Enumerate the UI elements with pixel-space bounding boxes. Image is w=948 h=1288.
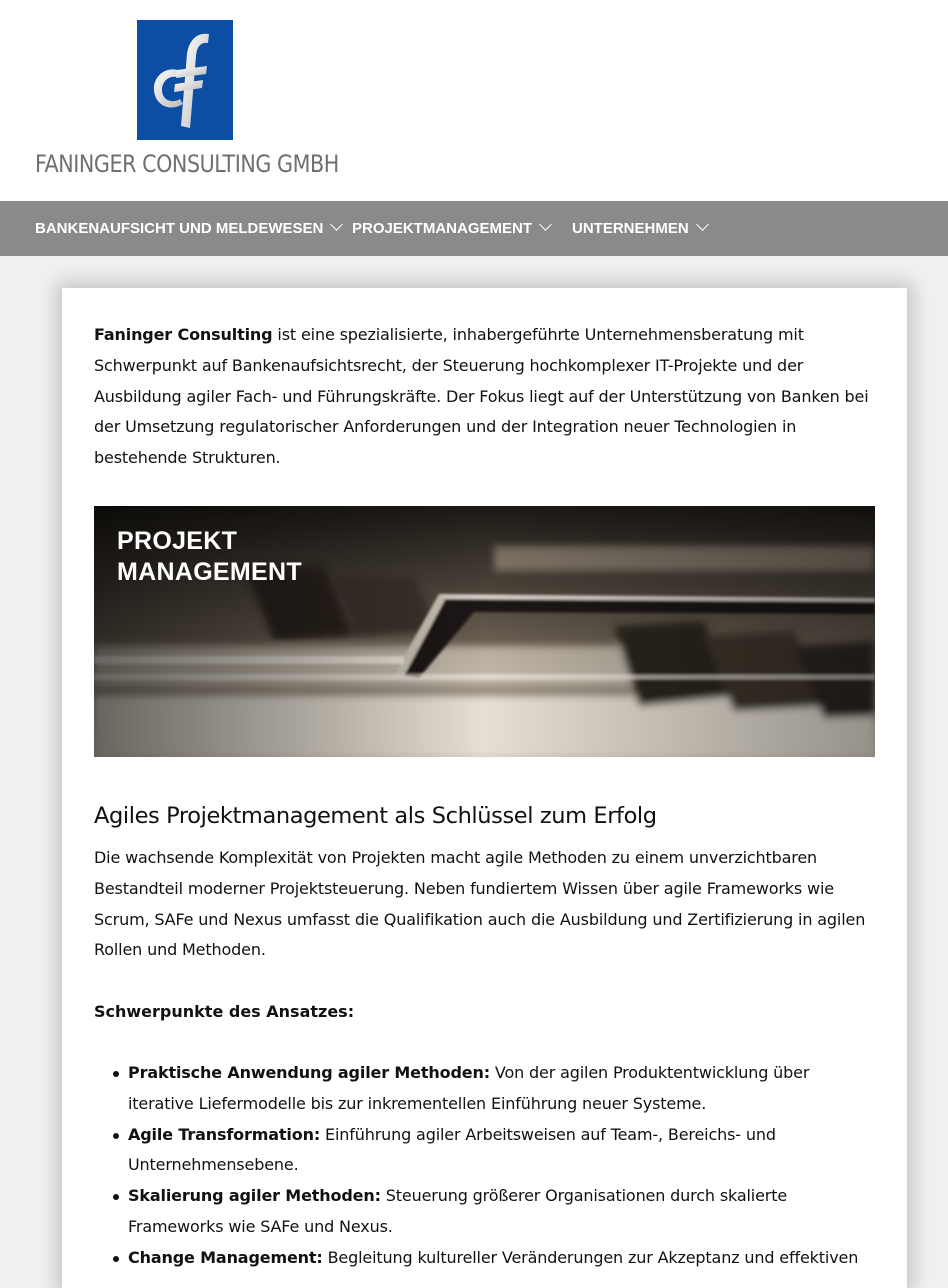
content-card xyxy=(62,288,907,1288)
nav-item-projektmanagement[interactable] xyxy=(352,201,550,256)
intro-paragraph xyxy=(94,320,875,474)
list-item xyxy=(128,1181,875,1243)
focus-list xyxy=(94,1058,875,1274)
main-content xyxy=(94,320,875,1274)
banner-image xyxy=(94,506,875,757)
logo-mark-icon xyxy=(137,20,233,140)
list-item xyxy=(128,1243,875,1274)
focus-subheading: Schwerpunkte des Ansatzes: xyxy=(94,1002,355,1022)
intro-text: ist eine spezialisierte, inhabergeführte Unternehmensberatung mit Schwerpunkt auf Bankenaufsichtsrecht, der Steuerung hochkomplexer IT-Projekte und der Ausbildung agiler Fach- und Führungskräfte. Der Fokus liegt auf der Unterstützung von Banken bei der Umsetzung regulatorischer Anforderungen und der Integration neuer Technologien in bestehende Strukturen. xyxy=(94,325,869,468)
chevron-down-icon xyxy=(696,218,709,231)
company-name: FANINGER CONSULTING GMBH xyxy=(35,150,339,178)
list-item xyxy=(128,1120,875,1182)
section-heading: Agiles Projektmanagement als Schlüssel zum Erfolg xyxy=(94,802,657,829)
list-item-text: Einführung agiler Arbeitsweisen auf Team-, Bereichs- und Unternehmensebene. xyxy=(128,1124,776,1175)
nav-item-label: BANKENAUFSICHT UND MELDEWESEN xyxy=(35,220,324,237)
list-item-title: Praktische Anwendung agiler Methoden: xyxy=(128,1062,490,1082)
list-item-text: Steuerung größerer Organisationen durch skalierte Frameworks wie SAFe und Nexus. xyxy=(128,1186,788,1236)
chevron-down-icon xyxy=(330,218,343,231)
company-highlight: Faninger Consulting xyxy=(94,325,273,344)
main-navigation xyxy=(0,201,948,256)
list-item-text: Begleitung kultureller Veränderungen zur Akzeptanz und effektiven xyxy=(322,1247,859,1267)
nav-item-unternehmen[interactable] xyxy=(572,201,707,256)
banner-title: PROJEKT MANAGEMENT xyxy=(117,526,302,586)
nav-item-bankenaufsicht[interactable] xyxy=(35,201,341,256)
chevron-down-icon xyxy=(539,218,552,231)
list-item xyxy=(128,1058,875,1120)
nav-item-label: UNTERNEHMEN xyxy=(572,220,689,237)
company-logo[interactable] xyxy=(137,20,233,140)
site-header xyxy=(0,0,948,201)
list-item-title: Change Management: xyxy=(128,1247,323,1267)
list-item-title: Agile Transformation: xyxy=(128,1124,321,1144)
list-item-text: Von der agilen Produktentwicklung über iterative Liefermodelle bis zur inkrementellen Einführung neuer Systeme. xyxy=(128,1062,810,1113)
section-paragraph: Die wachsende Komplexität von Projekten macht agile Methoden zu einem unverzichtbaren Bestandteil moderner Projektsteuerung. Neben fundiertem Wissen über agile Frameworks wie Scrum, SAFe und Nexus umfasst die Qualifikation auch die Ausbildung und Zertifizierung in agilen Rollen und Methoden. xyxy=(94,847,866,960)
list-item-title: Skalierung agiler Methoden: xyxy=(128,1186,381,1206)
nav-item-label: PROJEKTMANAGEMENT xyxy=(352,220,533,237)
